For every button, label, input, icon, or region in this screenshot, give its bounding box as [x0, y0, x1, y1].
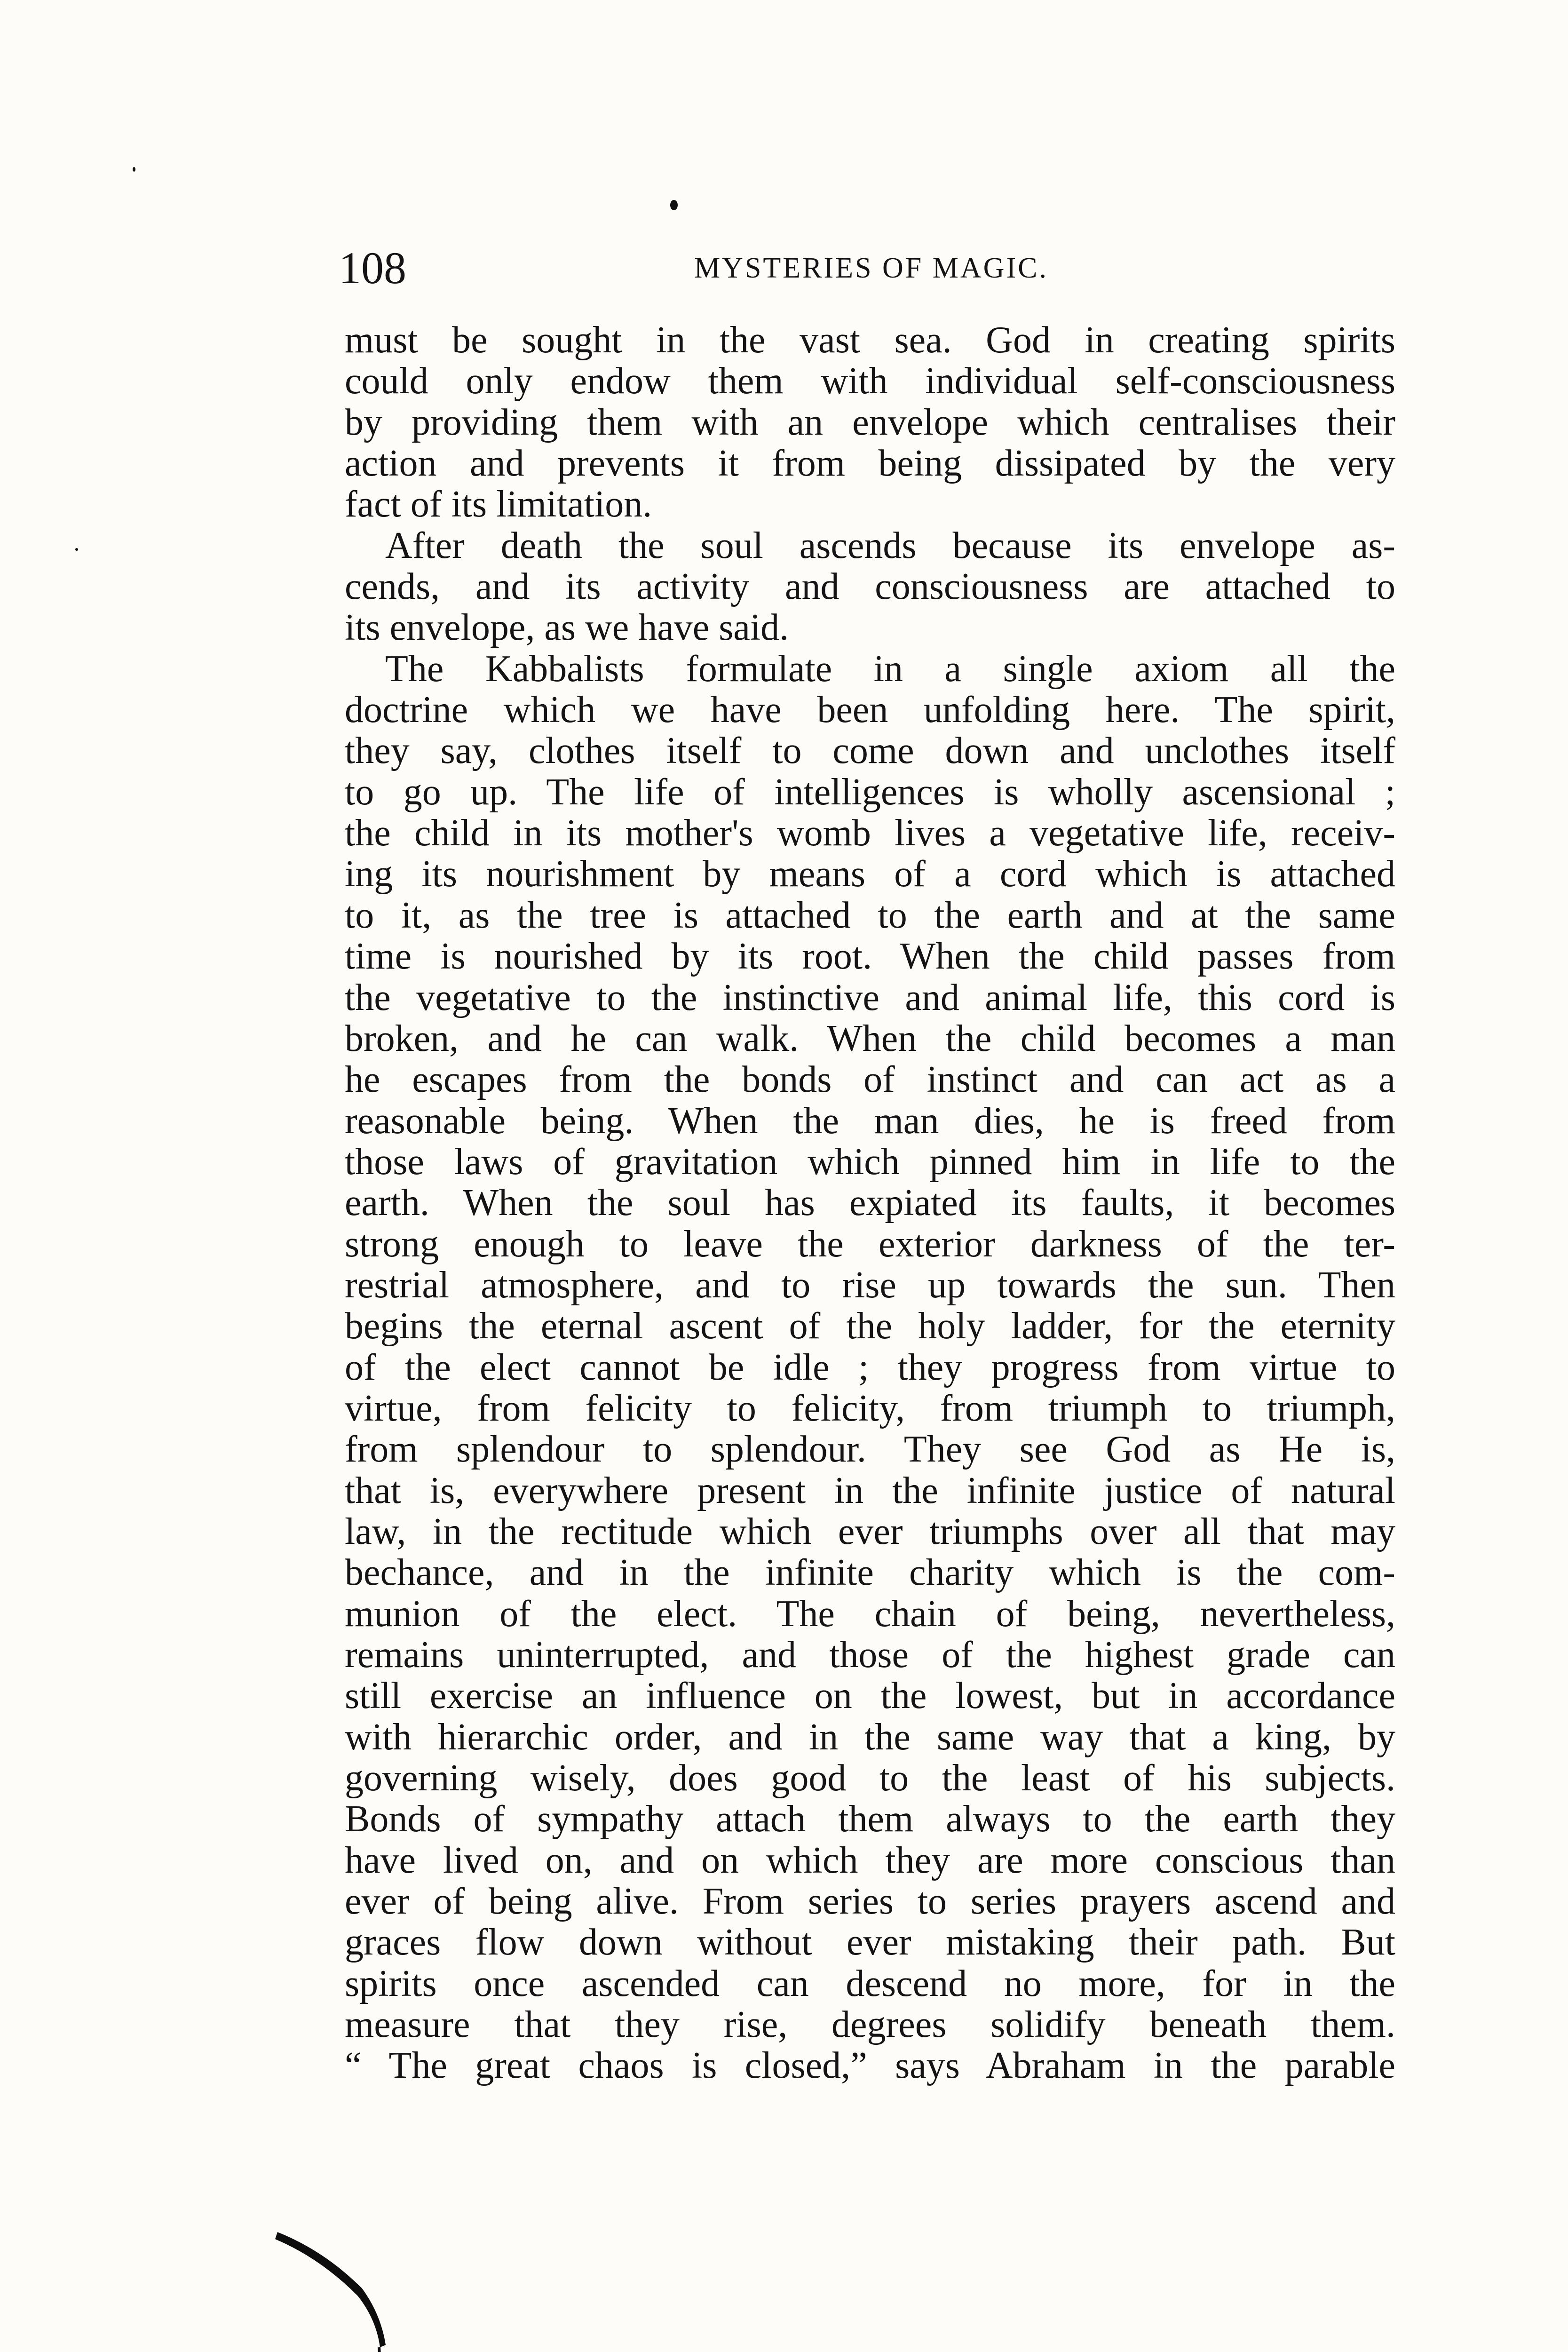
body-line: the vegetative to the instinctive and animal life, this cord is: [345, 977, 1395, 1018]
body-line: action and prevents it from being dissipated by the very: [345, 443, 1395, 485]
body-line: doctrine which we have been unfolding here. The spirit,: [345, 689, 1395, 731]
body-line: its envelope, as we have said.: [345, 607, 789, 649]
body-line: governing wisely, does good to the least of his subjects.: [345, 1757, 1395, 1799]
body-line: strong enough to leave the exterior darkness of the ter-: [345, 1223, 1395, 1265]
body-line: measure that they rise, degrees solidify beneath them.: [345, 2004, 1395, 2046]
ink-stroke-mark: [275, 2232, 386, 2347]
body-line: the child in its mother's womb lives a vegetative life, receiv-: [345, 812, 1395, 854]
body-line: munion of the elect. The chain of being, nevertheless,: [345, 1593, 1395, 1635]
body-line: by providing them with an envelope which centralises their: [345, 401, 1395, 443]
body-line: bechance, and in the infinite charity which is the com-: [345, 1552, 1395, 1594]
body-line: The Kabbalists formulate in a single axiom all the: [385, 648, 1395, 690]
body-line: must be sought in the vast sea. God in creating spirits: [345, 319, 1395, 361]
body-line: law, in the rectitude which ever triumphs over all that may: [345, 1510, 1395, 1552]
body-line: to go up. The life of intelligences is wholly ascensional ;: [345, 771, 1395, 813]
body-line: from splendour to splendour. They see God as He is,: [345, 1429, 1395, 1470]
body-line: Bonds of sympathy attach them always to the earth they: [345, 1798, 1395, 1840]
body-line: graces flow down without ever mistaking their path. But: [345, 1922, 1395, 1963]
body-line: ever of being alive. From series to series prayers ascend and: [345, 1881, 1395, 1923]
body-line: virtue, from felicity to felicity, from triumph to triumph,: [345, 1387, 1395, 1429]
ink-stroke-mark: [379, 2347, 382, 2352]
body-line: time is nourished by its root. When the child passes from: [345, 936, 1395, 977]
body-line: broken, and he can walk. When the child becomes a man: [345, 1017, 1395, 1059]
body-line: begins the eternal ascent of the holy ladder, for the eternity: [345, 1305, 1395, 1347]
body-line: cends, and its activity and consciousness are attached to: [345, 566, 1395, 608]
body-line: they say, clothes itself to come down and unclothes itself: [345, 730, 1395, 772]
body-line: of the elect cannot be idle ; they progress from virtue to: [345, 1346, 1395, 1388]
body-line: After death the soul ascends because its envelope as-: [385, 524, 1395, 566]
body-line: those laws of gravitation which pinned him in life to the: [345, 1141, 1395, 1183]
body-line: fact of its limitation.: [345, 484, 652, 525]
running-head: MYSTERIES OF MAGIC.: [694, 252, 1048, 284]
body-line: spirits once ascended can descend no more, for in the: [345, 1963, 1395, 2004]
body-line: to it, as the tree is attached to the earth and at the same: [345, 894, 1395, 936]
body-line: earth. When the soul has expiated its faults, it becomes: [345, 1182, 1395, 1224]
body-line: “ The great chaos is closed,” says Abraham in the parable: [345, 2045, 1395, 2087]
body-line: could only endow them with individual self-consciousness: [345, 360, 1395, 402]
body-line: reasonable being. When the man dies, he is freed from: [345, 1100, 1395, 1142]
body-line: have lived on, and on which they are more conscious than: [345, 1839, 1395, 1881]
body-line: with hierarchic order, and in the same way that a king, by: [345, 1716, 1395, 1758]
body-line: restrial atmosphere, and to rise up towards the sun. Then: [345, 1264, 1395, 1306]
body-line: remains uninterrupted, and those of the highest grade can: [345, 1634, 1395, 1676]
body-line: he escapes from the bonds of instinct and can act as a: [345, 1059, 1395, 1101]
body-line: still exercise an influence on the lowest, but in accordance: [345, 1675, 1395, 1717]
body-line: ing its nourishment by means of a cord which is attached: [345, 853, 1395, 895]
page-number: 108: [339, 243, 406, 293]
body-line: that is, everywhere present in the infinite justice of natural: [345, 1470, 1395, 1511]
